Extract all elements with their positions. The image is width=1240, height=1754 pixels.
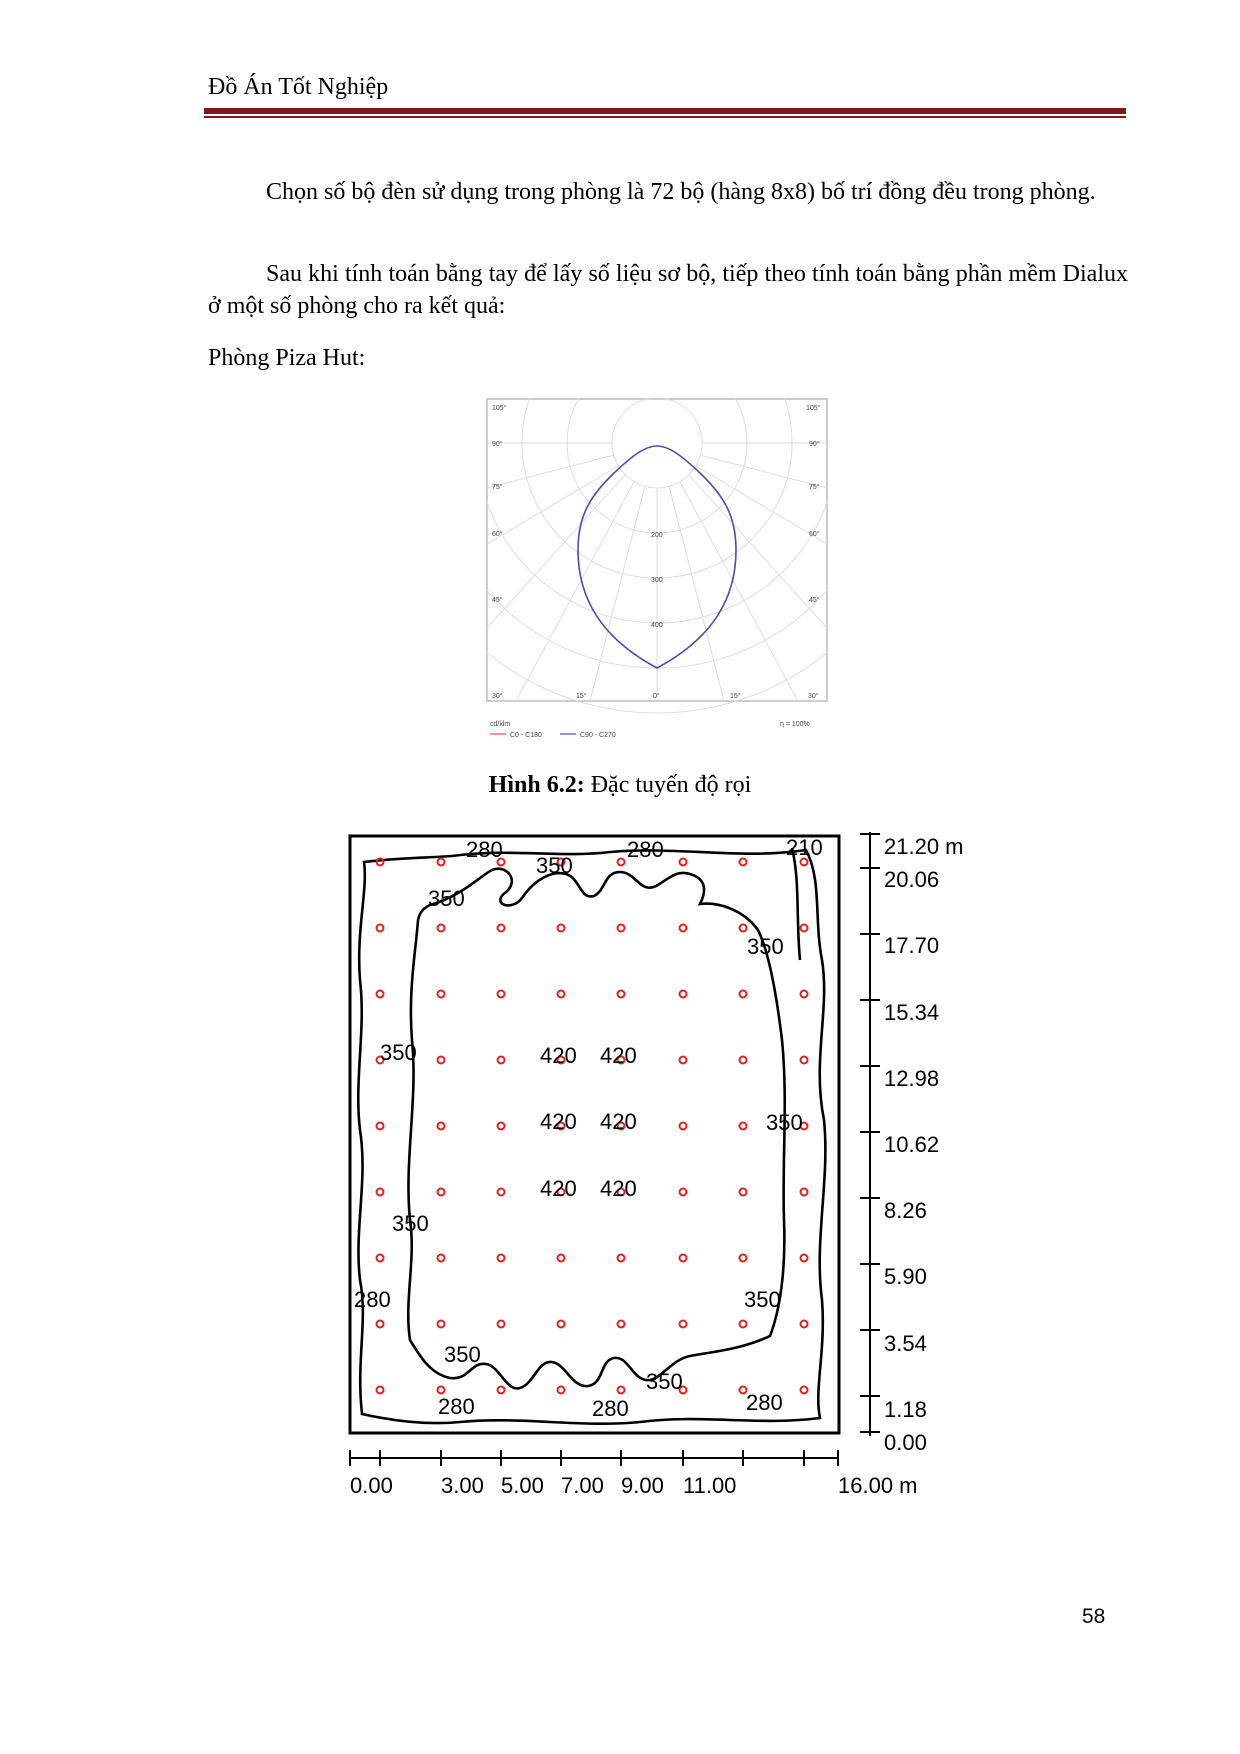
- x-tick-label: 5.00: [501, 1473, 544, 1498]
- x-tick-label: 3.00: [441, 1473, 484, 1498]
- luminaire-marker: [498, 1255, 505, 1262]
- polar-angle-label: 15°: [730, 693, 741, 700]
- x-tick-label: 16.00 m: [838, 1473, 918, 1498]
- luminaire-marker: [558, 991, 565, 998]
- figure-caption-label: Hình 6.2:: [488, 772, 585, 798]
- polar-radial-label: 400: [651, 622, 663, 629]
- contour-label: 350: [766, 1110, 803, 1135]
- luminaire-marker: [680, 1255, 687, 1262]
- luminaire-marker: [498, 1123, 505, 1130]
- polar-efficiency: η = 100%: [780, 721, 810, 728]
- luminaire-marker: [618, 991, 625, 998]
- luminaire-marker: [558, 1387, 565, 1394]
- contour-label: 280: [466, 837, 503, 862]
- polar-radial-label: 200: [651, 532, 663, 539]
- luminaire-marker: [740, 925, 747, 932]
- contour-label: 420: [600, 1109, 637, 1134]
- luminaire-marker: [801, 1321, 808, 1328]
- luminaire-marker: [377, 1321, 384, 1328]
- luminaire-marker: [377, 1255, 384, 1262]
- contour-label: 350: [646, 1369, 683, 1394]
- polar-angle-label: 45°: [809, 597, 820, 604]
- luminaire-marker: [618, 925, 625, 932]
- luminaire-marker: [558, 1321, 565, 1328]
- contour-label: 420: [540, 1043, 577, 1068]
- luminaire-marker: [438, 1057, 445, 1064]
- luminaire-marker: [680, 991, 687, 998]
- luminaire-marker: [438, 1321, 445, 1328]
- luminaire-marker: [498, 1321, 505, 1328]
- contour-label: 280: [627, 837, 664, 862]
- luminaire-marker: [438, 991, 445, 998]
- luminaire-marker: [740, 1255, 747, 1262]
- luminaire-marker: [498, 991, 505, 998]
- page-number: 58: [1082, 1605, 1106, 1628]
- luminaire-marker: [801, 1189, 808, 1196]
- luminaire-marker: [740, 1123, 747, 1130]
- luminaire-marker: [680, 925, 687, 932]
- contour-350-inner: [408, 869, 784, 1389]
- y-tick-label: 12.98: [884, 1066, 940, 1091]
- luminaire-marker: [498, 1387, 505, 1394]
- contour-label: 420: [540, 1176, 577, 1201]
- contour-label: 280: [592, 1396, 629, 1421]
- contour-210-corner: [792, 848, 800, 960]
- polar-angle-label: 105°: [806, 405, 821, 412]
- contour-label: 280: [438, 1394, 475, 1419]
- contour-label: 420: [600, 1043, 637, 1068]
- luminaire-marker: [740, 1321, 747, 1328]
- x-tick-label: 7.00: [561, 1473, 604, 1498]
- polar-angle-label: 105°: [492, 405, 507, 412]
- contour-label: 350: [444, 1342, 481, 1367]
- contour-label: 350: [428, 886, 465, 911]
- y-tick-label: 8.26: [884, 1198, 927, 1223]
- luminaire-marker: [377, 1189, 384, 1196]
- y-tick-label: 0.00: [884, 1430, 927, 1455]
- luminaire-marker: [498, 1057, 505, 1064]
- polar-angle-label: 75°: [809, 484, 820, 491]
- polar-angle-label: 30°: [492, 693, 503, 700]
- luminaire-marker: [498, 925, 505, 932]
- y-tick-label: 10.62: [884, 1132, 940, 1157]
- paragraph-3: Phòng Piza Hut:: [208, 345, 366, 371]
- y-tick-label: 1.18: [884, 1397, 927, 1422]
- luminaire-marker: [680, 1321, 687, 1328]
- luminaire-marker: [438, 1387, 445, 1394]
- luminaire-marker: [438, 1255, 445, 1262]
- y-tick-label: 5.90: [884, 1264, 927, 1289]
- luminaire-marker: [438, 1123, 445, 1130]
- luminaire-marker: [801, 1057, 808, 1064]
- polar-angle-label: 15°: [576, 693, 587, 700]
- contour-label: 280: [354, 1287, 391, 1312]
- luminaire-marker: [740, 991, 747, 998]
- y-tick-label: 21.20 m: [884, 834, 964, 859]
- luminaire-marker: [801, 1255, 808, 1262]
- luminaire-marker: [438, 859, 445, 866]
- luminaire-marker: [377, 1123, 384, 1130]
- y-tick-label: 17.70: [884, 933, 940, 958]
- luminaire-marker: [680, 1057, 687, 1064]
- contour-label: 350: [536, 853, 573, 878]
- contour-label: 210: [786, 835, 823, 860]
- x-tick-label: 0.00: [350, 1473, 393, 1498]
- contour-label: 420: [600, 1176, 637, 1201]
- luminaire-marker: [740, 1189, 747, 1196]
- polar-angle-label: 30°: [808, 693, 819, 700]
- contour-label: 350: [747, 934, 784, 959]
- luminaire-marker: [438, 1189, 445, 1196]
- luminaire-marker: [801, 1387, 808, 1394]
- polar-angle-label: 90°: [809, 441, 820, 448]
- luminaire-marker: [740, 859, 747, 866]
- luminaire-marker: [377, 1387, 384, 1394]
- luminaire-marker: [680, 1123, 687, 1130]
- y-tick-label: 15.34: [884, 1000, 940, 1025]
- luminaire-marker: [438, 925, 445, 932]
- x-tick-label: 11.00: [683, 1473, 737, 1498]
- luminaire-marker: [618, 1321, 625, 1328]
- figure-caption-text: Đặc tuyến độ rọi: [584, 772, 752, 798]
- polar-angle-label: 45°: [492, 597, 503, 604]
- contour-label: 280: [746, 1390, 783, 1415]
- x-tick-label: 9.00: [621, 1473, 664, 1498]
- luminaire-marker: [377, 925, 384, 932]
- polar-legend-c90: C90 - C270: [580, 732, 616, 739]
- luminaire-marker: [618, 1255, 625, 1262]
- luminaire-marker: [558, 925, 565, 932]
- luminaire-marker: [618, 859, 625, 866]
- contour-label: 350: [380, 1040, 417, 1065]
- luminaire-marker: [740, 1057, 747, 1064]
- polar-radial-label: 300: [651, 577, 663, 584]
- running-header: Đồ Án Tốt Nghiệp: [208, 74, 389, 100]
- contour-label: 350: [392, 1211, 429, 1236]
- luminaire-marker: [618, 1387, 625, 1394]
- paragraph-2: Sau khi tính toán bằng tay để lấy số liệu sơ bộ, tiếp theo tính toán bằng phần mềm Dialux ở một số phòng cho ra kết quả:: [208, 261, 1128, 319]
- polar-angle-label: 75°: [492, 484, 503, 491]
- paragraph-1: Chọn số bộ đèn sử dụng trong phòng là 72 bộ (hàng 8x8) bố trí đồng đều trong phòng.: [266, 179, 1096, 205]
- y-tick-label: 20.06: [884, 867, 940, 892]
- luminaire-marker: [680, 1189, 687, 1196]
- polar-legend-c0: C0 - C180: [510, 732, 542, 739]
- luminaire-marker: [801, 991, 808, 998]
- luminaire-marker: [801, 925, 808, 932]
- polar-unit: cd/klm: [490, 721, 511, 728]
- polar-angle-label: 60°: [492, 531, 503, 538]
- luminaire-marker: [377, 991, 384, 998]
- luminaire-marker: [558, 1255, 565, 1262]
- contour-label: 420: [540, 1109, 577, 1134]
- luminaire-marker: [498, 1189, 505, 1196]
- polar-angle-label: 90°: [492, 441, 503, 448]
- y-tick-label: 3.54: [884, 1331, 927, 1356]
- polar-angle-label: 0°: [653, 693, 660, 700]
- polar-angle-label: 60°: [809, 531, 820, 538]
- luminaire-grid: [377, 859, 808, 1394]
- contour-label: 350: [744, 1287, 781, 1312]
- luminaire-marker: [680, 859, 687, 866]
